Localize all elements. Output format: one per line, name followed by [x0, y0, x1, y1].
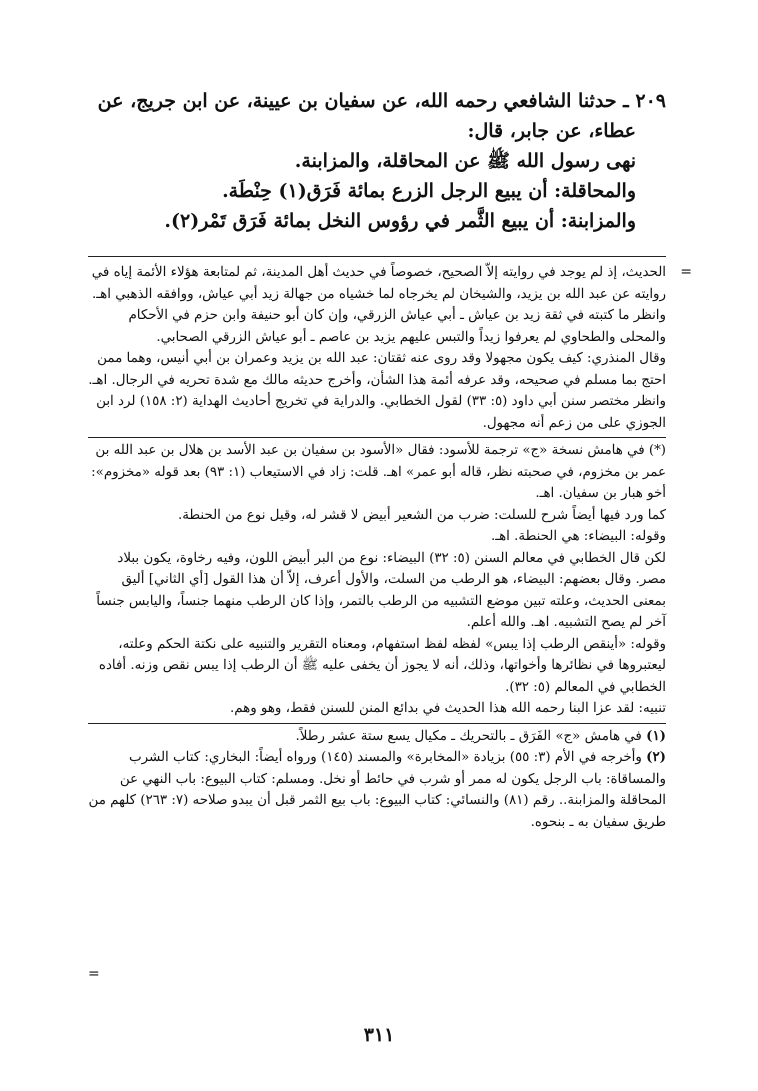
note-paragraph: كما ورد فيها أيضاً شرح للسلت: ضرب من الشعير أبيض لا قشر له، وقيل نوع من الحنطة. [178, 507, 666, 523]
footnote-text: وأخرجه في الأم (٣: ٥٥) بزيادة «المخابرة» والمسند (١٤٥) ورواه أيضاً: البخاري: كتاب الشرب والمساقاة: باب الرجل يكون له ممر أو شرب في حائط أو نخل. ومسلم: كتاب البيوع: باب النهي عن المحاقلة والمزابنة.. رقم (٨١) والنسائي: كتاب البيوع: باب بيع الثمر قبل أن يبدو صلاحه (٧: ٢٦٣) كلهم من طريق سفيان به ـ بنحوه. [88, 750, 666, 830]
note-paragraph: الحديث، إذ لم يوجد في روايته إلاّ الصحيح، خصوصاً في حديث أهل المدينة، ثم لمتابعة هؤلاء الأئمة إياه في روايته عن عبد الله بن يزيد، والشيخان لم يخرجاه لما خشياه من جهالة زيد أبي عياش، ووافقه الذهبي اهـ. [91, 265, 666, 302]
end-marker: = [88, 966, 100, 982]
note-paragraph: وانظر ما كتبته في ثقة زيد بن عياش ـ أبي عياش الزرقي، وإن كان أبو حنيفة وابن حزم في الأحكام والمحلى والطحاوي لم يعرفوا زيداً والتبس عليهم يزيد بن عاصم ـ أبو عياش الزرقي الصحابي. [128, 308, 666, 345]
footnote-text: في هامش «ج» الفَرَق ـ بالتحريك ـ مكيال يسع ستة عشر رطلاً. [295, 728, 642, 744]
footnote-1 [88, 726, 666, 748]
hadith-text [88, 86, 666, 236]
note-paragraph: وقوله: «أينقص الرطب إذا يبس» لفظه لفظ استفهام، ومعناه التقرير والتنبيه على نكتة الحكم وعلته، ليعتبروها في نظائرها وأخواتها، وذلك، أنه لا يجوز أن يخفى عليه ﷺ أن الرطب إذا يبس نقص وزنه. أفاده الخطابي في المعالم (٥: ٣٢). [98, 636, 666, 695]
continuation-marker: = [680, 264, 692, 280]
hadith-line-3: نهى رسول الله ﷺ عن المحاقلة، والمزابنة. [294, 150, 636, 172]
notes-section [88, 262, 692, 833]
note-paragraph: لكن قال الخطابي في معالم السنن (٥: ٣٢) البيضاء: نوع من البر أبيض اللون، وفيه رخاوة، يكون ببلاد مصر. وقال بعضهم: البيضاء، هو الرطب من السلت، والأول أعرف، إلاّ أن هذا القول [أي الثاني] أليق بمعنى الحديث، وعلته تبين موضع التشبيه من الرطب بالتمر، وإذا كان الرطب منهما جنساً، واليابس جنساً آخر لم يصح التشبيه. اهـ. والله أعلم. [96, 550, 666, 630]
notes-divider [88, 256, 666, 257]
note-paragraph: (*) في هامش نسخة «ج» ترجمة للأسود: فقال «الأسود بن سفيان بن عبد الأسد بن هلال بن عبد الله بن عمر بن مخزوم، في صحبته نظر، قاله أبو عمر» اهـ. قلت: زاد في الاستيعاب (١: ٩٣) بعد قوله «مخزوم»: أخو هبار بن سفيان. اهـ. [91, 443, 666, 501]
hadith-line-4: والمحاقلة: أن يبيع الرجل الزرع بمائة فَرَق(١) حِنْطَة. [222, 180, 636, 202]
footnote-2 [88, 747, 666, 833]
hadith-line-5: والمزابنة: أن يبيع الثَّمر في رؤوس النخل بمائة فَرَق تَمْر(٢). [164, 210, 636, 232]
hadith-line-2: عطاء، عن جابر، قال: [467, 120, 636, 142]
page-number: ٣١١ [363, 1024, 395, 1046]
footnote-separator [88, 723, 666, 724]
note-paragraph: تنبيه: لقد عزا البنا رحمه الله هذا الحديث في بدائع المنن للسنن فقط، وهو وهم. [229, 701, 666, 716]
hadith-line-1: ٢٠٩ ـ حدثنا الشافعي رحمه الله، عن سفيان بن عيينة، عن ابن جريج، عن [97, 90, 666, 112]
footnote-number: (١) [646, 727, 666, 744]
note-separator [88, 437, 666, 438]
note-paragraph: وقال المنذري: كيف يكون مجهولا وقد روى عنه ثقتان: عبد الله بن يزيد وعمران بن أبي أنيس، وهما ممن احتج بما مسلم في صحيحه، وقد عرفه أئمة هذا الشأن، وأخرج حديثه مالك مع شدة تحريه في الرجال. اهـ. وانظر مختصر سنن أبي داود (٥: ٣٣) لقول الخطابي. والدراية في تخريج أحاديث الهداية (٢: ١٥٨) لرد ابن الجوزي على من زعم أنه مجهول. [88, 351, 666, 431]
footnote-number: (٢) [646, 749, 666, 765]
note-paragraph: وقوله: البيضاء: هي الحنطة. اهـ. [490, 529, 666, 544]
